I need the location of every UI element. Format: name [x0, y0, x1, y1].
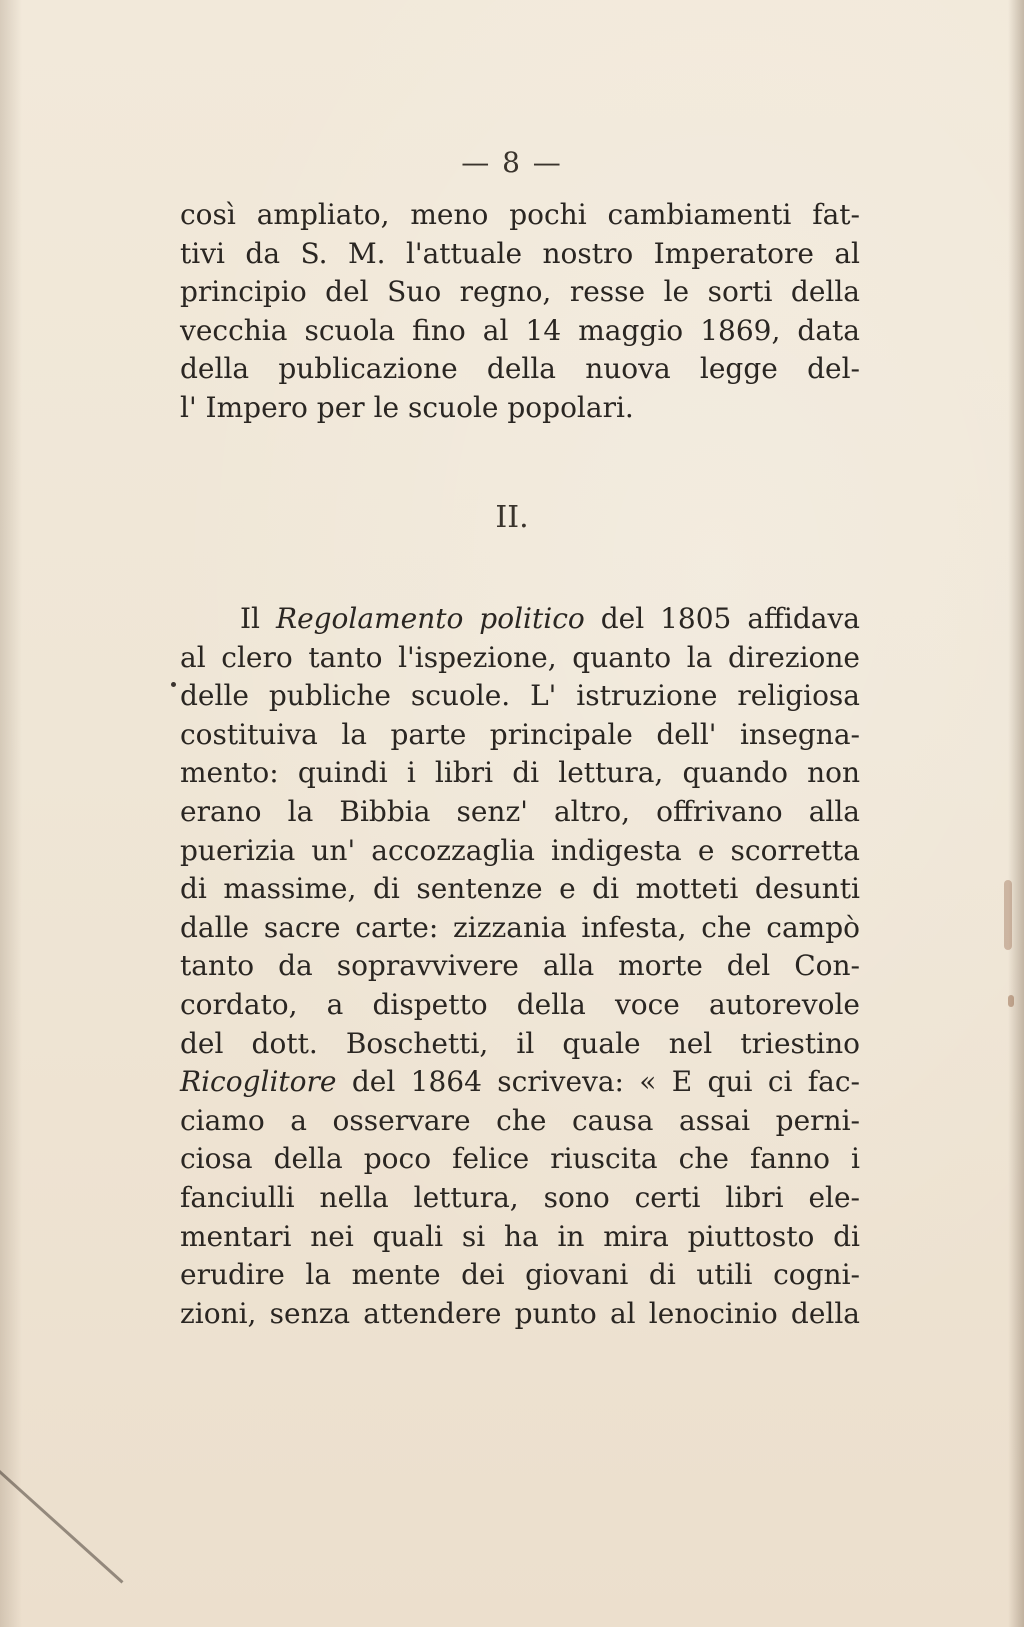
text-line: della publicazione della nuova legge del-	[180, 352, 860, 386]
text-line: fanciulli nella lettura, sono certi libri ele-	[180, 1180, 860, 1214]
text-line: cordato, a dispetto della voce autorevole	[180, 987, 860, 1021]
page-right-edge-shadow	[1008, 0, 1024, 1627]
text-line: tivi da S. M. l'attuale nostro Imperatore al	[180, 236, 860, 270]
text-line: erudire la mente dei giovani di utili cogni-	[180, 1258, 860, 1292]
text-line: erano la Bibbia senz' altro, offrivano alla	[180, 794, 860, 828]
text-line: costituiva la parte principale dell' insegna-	[180, 717, 860, 751]
text-line: tanto da sopravvivere alla morte del Con-	[180, 949, 860, 983]
text-line: ciamo a osservare che causa assai perni-	[180, 1103, 860, 1137]
text-line: delle publiche scuole. L' istruzione religiosa	[180, 679, 860, 713]
text-block-first	[180, 196, 860, 428]
text-line: vecchia scuola fino al 14 maggio 1869, data	[180, 313, 860, 347]
page-edge-stain-small	[1008, 995, 1014, 1007]
text-fragment: del 1805 affidava	[584, 602, 860, 635]
text-line: mento: quindi i libri di lettura, quando non	[180, 756, 860, 790]
text-line: del dott. Boschetti, il quale nel triestino	[180, 1026, 860, 1060]
text-line: ciosa della poco felice riuscita che fanno i	[180, 1142, 860, 1176]
text-line: mentari nei quali si ha in mira piuttosto di	[180, 1219, 860, 1253]
text-line-first	[180, 600, 860, 639]
text-line-ricoglitore	[180, 1063, 860, 1102]
text-line: zioni, senza attendere punto al lenocinio della	[180, 1296, 860, 1330]
page-number: — 8 —	[461, 146, 563, 179]
italic-title-regolamento: Regolamento politico	[275, 602, 585, 635]
text-block-second	[180, 600, 860, 1333]
text-fragment: Il	[240, 602, 276, 635]
text-line: così ampliato, meno pochi cambiamenti fat-	[180, 198, 860, 231]
text-line: l' Impero per le scuole popolari.	[180, 390, 634, 424]
text-line: al clero tanto l'ispezione, quanto la direzione	[180, 640, 860, 674]
section-number: II.	[495, 500, 529, 535]
margin-dot-mark	[171, 682, 176, 687]
page-spine-shadow	[0, 0, 22, 1627]
text-line: principio del Suo regno, resse le sorti della	[180, 275, 860, 309]
text-fragment: del 1864 scriveva: « E qui ci fac-	[336, 1065, 860, 1099]
italic-title-ricoglitore: Ricoglitore	[180, 1065, 337, 1099]
text-line: di massime, di sentenze e di motteti desunti	[180, 872, 860, 906]
text-line: puerizia un' accozzaglia indigesta e scorretta	[180, 833, 860, 867]
text-line: dalle sacre carte: zizzania infesta, che campò	[180, 910, 860, 944]
page-edge-stain	[1004, 880, 1012, 950]
